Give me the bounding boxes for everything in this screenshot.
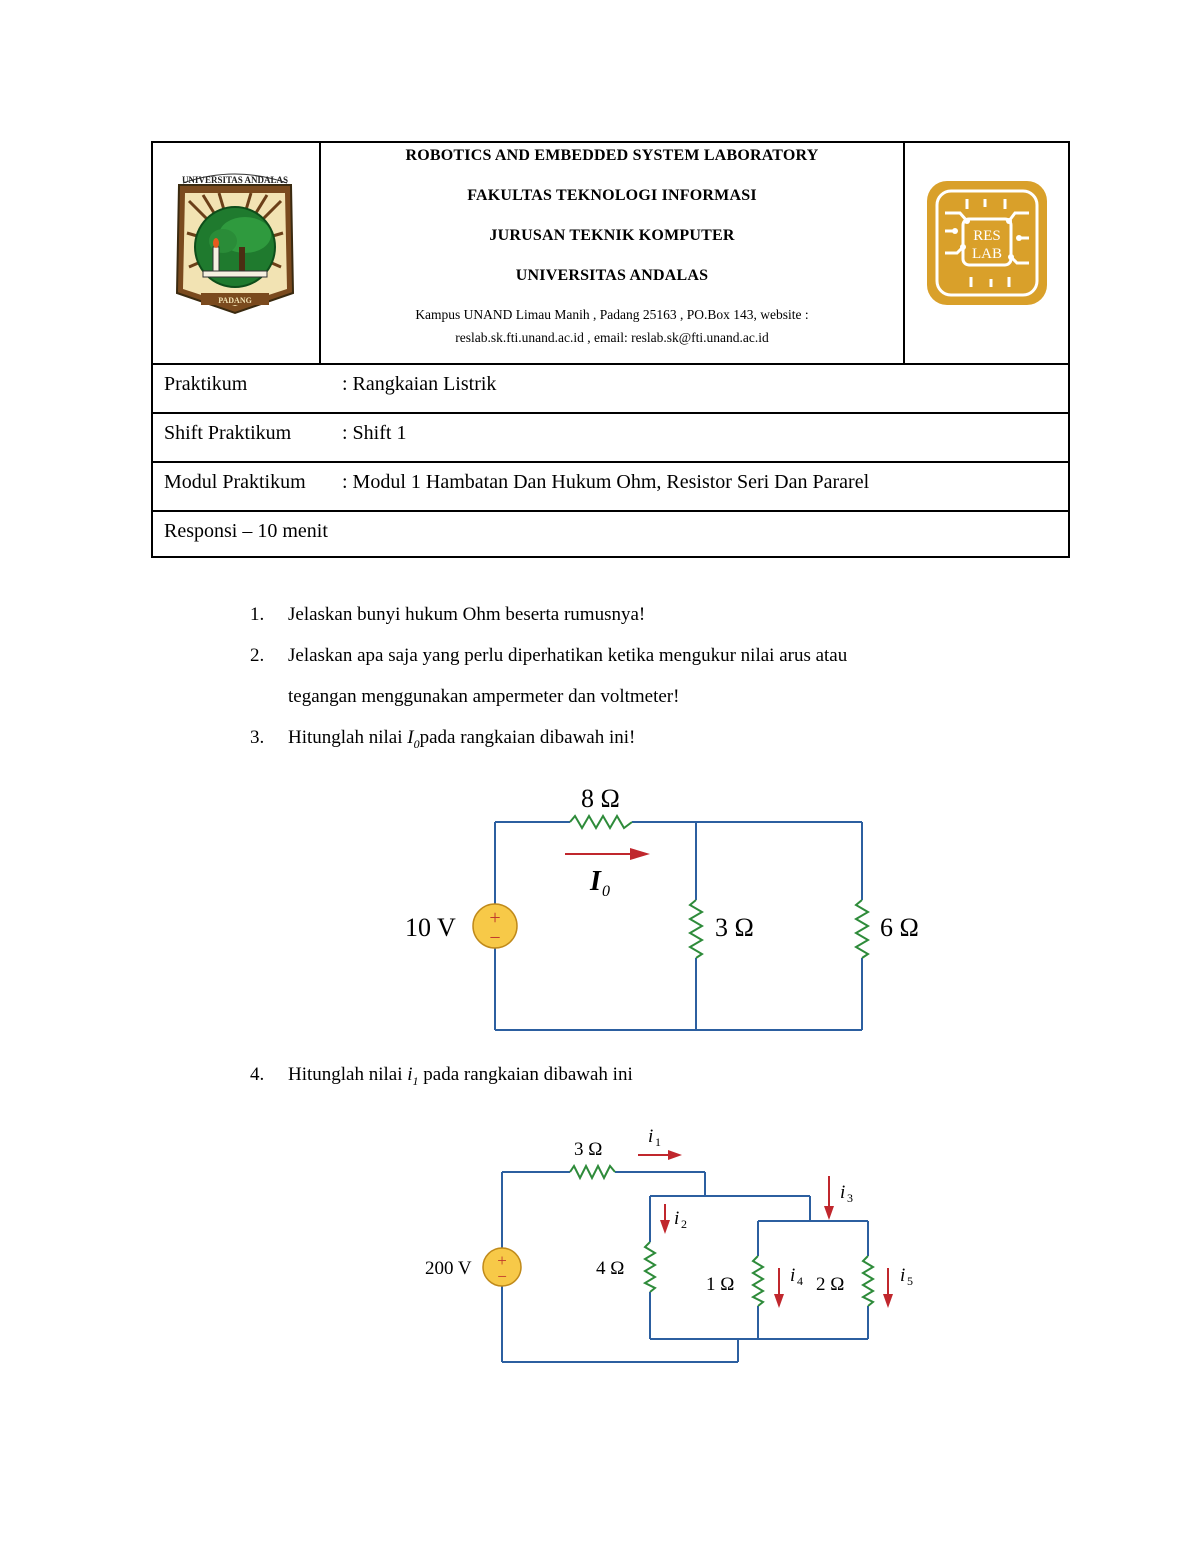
modul-label: Modul Praktikum	[164, 471, 306, 493]
label-4-ohm: 4 Ω	[596, 1258, 625, 1279]
voltage-source-10v	[473, 904, 517, 949]
circuit-diagram-1	[390, 770, 950, 1040]
question-text-after: pada rangkaian dibawah ini!	[419, 727, 636, 748]
label-i2-sub: 2	[681, 1217, 687, 1231]
question-number: 2.	[250, 645, 265, 666]
university-name: UNIVERSITAS ANDALAS	[515, 267, 709, 284]
label-3-ohm: 3 Ω	[715, 913, 754, 942]
question-text-before: Hitunglah nilai	[288, 1064, 408, 1085]
resistor-4-ohm	[645, 1242, 655, 1292]
resistor-8-ohm	[570, 816, 632, 828]
variable: i	[407, 1064, 413, 1085]
current-arrows	[638, 1150, 893, 1308]
shift-label: Shift Praktikum	[164, 422, 292, 444]
label-3-ohm: 3 Ω	[574, 1139, 603, 1160]
reslab-logo-cell	[903, 143, 1068, 365]
label-i3-sub: 3	[847, 1191, 853, 1205]
reslab-logo-res: RES	[973, 228, 1001, 244]
question-text	[288, 727, 635, 752]
label-current: I	[590, 866, 601, 897]
label-i1: i	[648, 1126, 654, 1147]
resistor-3-ohm	[570, 1166, 615, 1178]
question-text-after: pada rangkaian dibawah ini	[418, 1064, 633, 1085]
label-2-ohm: 2 Ω	[816, 1274, 845, 1295]
department-name: JURUSAN TEKNIK KOMPUTER	[489, 227, 735, 244]
label-1-ohm: 1 Ω	[706, 1274, 735, 1295]
label-i1-sub: 1	[655, 1135, 661, 1149]
circuit-diagram-2	[410, 1120, 930, 1380]
label-i4: i	[790, 1265, 796, 1286]
row-praktikum	[153, 363, 1068, 412]
label-i5-sub: 5	[907, 1274, 913, 1288]
reslab-logo	[905, 143, 1066, 365]
unand-logo-text: UNIVERSITAS ANDALAS	[181, 175, 289, 185]
resistor-2-ohm	[863, 1256, 873, 1306]
minus-sign: −	[489, 927, 501, 949]
unand-logo-bottom-text: PADANG	[218, 296, 252, 305]
label-200-volt: 200 V	[425, 1258, 472, 1279]
question-text	[288, 1064, 633, 1089]
variable-subscript: 0	[413, 736, 420, 751]
question-number: 4.	[250, 1064, 265, 1085]
plus-sign: +	[489, 907, 501, 929]
label-8-ohm: 8 Ω	[581, 784, 620, 813]
faculty-name: FAKULTAS TEKNOLOGI INFORMASI	[467, 187, 757, 204]
question-number: 3.	[250, 727, 265, 748]
modul-value: : Modul 1 Hambatan Dan Hukum Ohm, Resistor Seri Dan Pararel	[342, 471, 870, 493]
label-i2: i	[674, 1208, 680, 1229]
row-responsi	[153, 510, 1068, 559]
variable: I	[407, 727, 414, 748]
label-i5: i	[900, 1265, 906, 1286]
responsi-text: Responsi – 10 menit	[164, 520, 328, 542]
variable-subscript: 1	[412, 1073, 419, 1088]
reslab-logo-lab: LAB	[972, 246, 1002, 262]
question-text-before: Hitunglah nilai	[288, 727, 408, 748]
resistor-3-ohm	[690, 900, 702, 958]
shift-value: : Shift 1	[342, 422, 407, 444]
praktikum-label: Praktikum	[164, 373, 248, 395]
unand-logo-cell	[153, 143, 321, 365]
header-table	[151, 141, 1070, 558]
unand-logo	[153, 143, 317, 365]
label-6-ohm: 6 Ω	[880, 913, 919, 942]
praktikum-value: : Rangkaian Listrik	[342, 373, 497, 395]
plus-sign: +	[497, 1251, 507, 1270]
row-shift	[153, 412, 1068, 461]
resistor-6-ohm	[856, 900, 868, 958]
lab-name: ROBOTICS AND EMBEDDED SYSTEM LABORATORY	[405, 147, 819, 164]
label-i3: i	[840, 1182, 846, 1203]
row-modul	[153, 461, 1068, 510]
current-arrow-i0	[565, 848, 650, 860]
resistor-1-ohm	[753, 1256, 763, 1306]
label-10-volt: 10 V	[405, 913, 456, 942]
header-center	[321, 143, 903, 365]
question-text: tegangan menggunakan ampermeter dan voltmeter!	[288, 686, 680, 707]
address-line-2: reslab.sk.fti.unand.ac.id , email: reslab.sk@fti.unand.ac.id	[455, 330, 769, 345]
label-i4-sub: 4	[797, 1274, 803, 1288]
voltage-source-200v	[483, 1248, 521, 1286]
label-current-sub: 0	[602, 883, 610, 900]
address-line-1: Kampus UNAND Limau Manih , Padang 25163 , PO.Box 143, website :	[415, 307, 809, 322]
minus-sign: −	[497, 1267, 507, 1286]
question-text: Jelaskan bunyi hukum Ohm beserta rumusnya!	[288, 604, 646, 625]
question-text: Jelaskan apa saja yang perlu diperhatikan ketika mengukur nilai arus atau	[288, 645, 848, 666]
question-number: 1.	[250, 604, 265, 625]
